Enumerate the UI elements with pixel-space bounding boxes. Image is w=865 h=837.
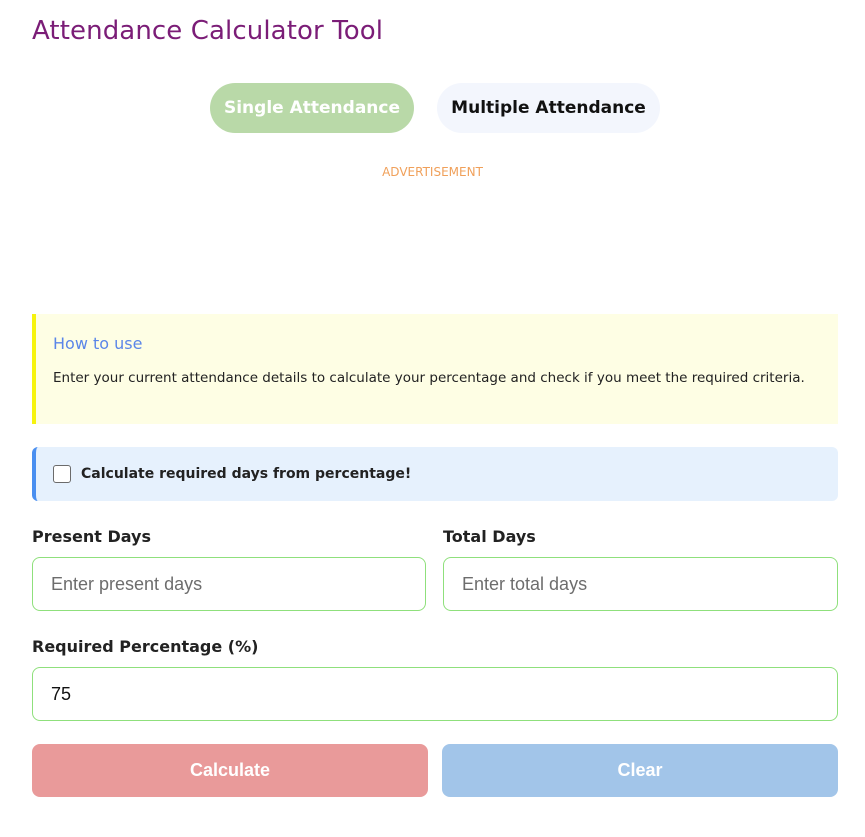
required-percentage-label: Required Percentage (%)	[32, 637, 259, 656]
present-days-input[interactable]	[32, 557, 426, 611]
required-percentage-input[interactable]	[32, 667, 838, 721]
how-to-use-text: Enter your current attendance details to calculate your percentage and check if you meet the required criteria.	[53, 370, 805, 386]
page-title: Attendance Calculator Tool	[32, 16, 384, 46]
how-to-use-panel	[32, 314, 838, 424]
required-days-checkbox[interactable]	[53, 465, 71, 483]
tab-multiple-attendance[interactable]: Multiple Attendance	[437, 83, 660, 133]
required-days-checkbox-label[interactable]: Calculate required days from percentage!	[81, 466, 412, 482]
required-days-toggle-panel	[32, 447, 838, 501]
total-days-input[interactable]	[443, 557, 838, 611]
present-days-label: Present Days	[32, 527, 151, 546]
calculate-button[interactable]: Calculate	[32, 744, 428, 797]
total-days-label: Total Days	[443, 527, 536, 546]
how-to-use-title: How to use	[53, 334, 143, 353]
tab-single-attendance[interactable]: Single Attendance	[210, 83, 414, 133]
advertisement-label: ADVERTISEMENT	[382, 165, 483, 179]
clear-button[interactable]: Clear	[442, 744, 838, 797]
mode-tabs	[0, 83, 865, 133]
